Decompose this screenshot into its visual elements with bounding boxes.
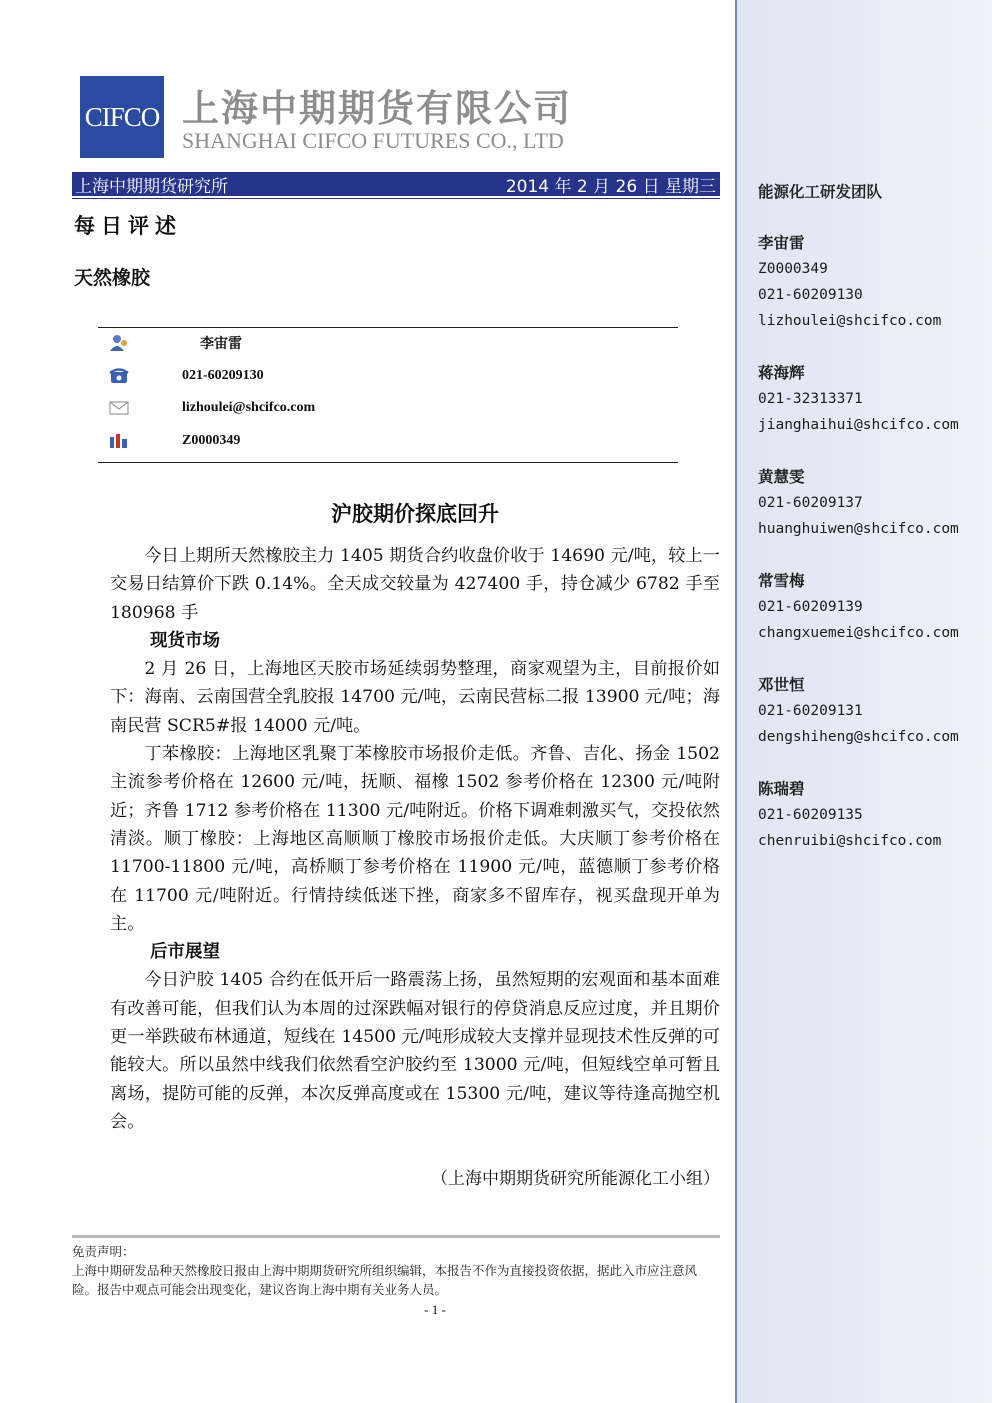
analyst-phone: 021-60209130 [758,287,863,303]
analyst-name: 李宙雷 [758,234,805,252]
author-phone: 021-60209130 [182,368,264,383]
analyst-email[interactable]: dengshiheng@shcifco.com [758,729,959,745]
author-contact-card [98,327,678,463]
analyst-card [758,230,941,334]
analyst-card [758,464,959,542]
report-date: 2014 年 2 月 26 日 星期三 [505,176,716,197]
footer-divider [72,1235,720,1238]
analyst-card [758,568,959,646]
mail-icon [108,399,130,417]
phone-icon [108,367,130,385]
contact-license-row [108,431,241,451]
analyst-email[interactable]: jianghaihui@shcifco.com [758,417,959,433]
company-logo [80,76,164,158]
paragraph-summary: 今日上期所天然橡胶主力 1405 期货合约收盘价收于 14690 元/吨，较上一交易日结算价下跌 0.14%。全天成交较量为 427400 手，持仓减少 6782 手至 180968 手 [110,546,720,623]
id-card-icon [108,432,130,450]
disclaimer [72,1242,720,1299]
analyst-email[interactable]: changxuemei@shcifco.com [758,625,959,641]
institute-name: 上海中期期货研究所 [75,176,228,197]
heading-spot-market: 现货市场 [150,630,220,651]
analyst-phone: 021-60209137 [758,495,863,511]
commodity-title: 天然橡胶 [74,267,151,289]
disclaimer-title: 免责声明： [72,1244,135,1259]
contact-name-row [108,333,242,353]
person-icon [108,334,130,352]
analyst-phone: 021-32313371 [758,391,863,407]
disclaimer-text: 上海中期研发品种天然橡胶日报由上海中期期货研究所组织编辑，本报告不作为直接投资依据，据此入市应注意风险。报告中观点可能会出现变化，建议咨询上海中期有关业务人员。 [72,1263,698,1297]
analyst-name: 常雪梅 [758,572,805,590]
header-banner [72,172,720,196]
heading-outlook: 后市展望 [150,942,220,963]
contact-email-row [108,398,316,418]
page-number: - 1 - [424,1302,446,1317]
article-headline: 沪胶期价探底回升 [331,502,499,526]
author-email[interactable]: lizhoulei@shcifco.com [182,400,316,415]
analyst-name: 陈瑞碧 [758,780,805,798]
paragraph-spot-synthetic-rubber: 丁苯橡胶：上海地区乳聚丁苯橡胶市场报价走低。齐鲁、吉化、扬金 1502 主流参考价格在 12600 元/吨，抚顺、福橡 1502 参考价格在 12300 元/吨附近；齐鲁 1712 参考价格在 11300 元/吨附近。价格下调难刺激买气，交投依然清淡。顺丁橡胶：上海地区高顺顺丁橡胶市场报价走低。大庆顺丁参考价格在 11700-11800 元/吨，高桥顺丁参考价格在 11900 元/吨，蓝德顺丁参考价格在 11700 元/吨附近。行情持续低迷下挫，商家多不留库存，视买盘现开单为主。 [110,744,720,934]
analyst-phone: 021-60209131 [758,703,863,719]
analyst-card [758,776,941,854]
analyst-email[interactable]: huanghuiwen@shcifco.com [758,521,959,537]
article-body [110,542,720,1136]
paragraph-spot-natural-rubber: 2 月 26 日，上海地区天胶市场延续弱势整理，商家观望为主，目前报价如下：海南、云南国营全乳胶报 14700 元/吨，云南民营标二报 13900 元/吨；海南民营 SCR5#报 14000 元/吨。 [110,659,720,736]
author-license: Z0000349 [182,433,241,448]
analyst-name: 邓世恒 [758,676,805,694]
analyst-name: 蒋海辉 [758,364,805,382]
author-name: 李宙雷 [200,337,242,352]
article-signature: （上海中期期货研究所能源化工小组） [431,1169,720,1189]
analyst-card [758,360,959,438]
paragraph-outlook: 今日沪胶 1405 合约在低开后一路震荡上扬，虽然短期的宏观面和基本面难有改善可能，但我们认为本周的过深跌幅对银行的停贷消息反应过度，并且期价更一举跌破布林通道，短线在 14500 元/吨形成较大支撑并显现技术性反弹的可能较大。所以虽然中线我们依然看空沪胶约至 13000 元/吨，但短线空单可暂且离场，提防可能的反弹，本次反弹高度或在 15300 元/吨，建议等待逢高抛空机会。 [110,970,720,1132]
analyst-phone: 021-60209135 [758,807,863,823]
analyst-id: Z0000349 [758,261,828,277]
analyst-email[interactable]: chenruibi@shcifco.com [758,833,942,849]
team-title: 能源化工研发团队 [758,183,883,201]
analyst-email[interactable]: lizhoulei@shcifco.com [758,313,942,329]
analyst-phone: 021-60209139 [758,599,863,615]
analyst-card [758,672,959,750]
company-name-cn: 上海中期期货有限公司 [182,87,572,130]
logo-text: CIFCO [84,101,160,132]
company-name-en: SHANGHAI CIFCO FUTURES CO., LTD [182,128,564,153]
contact-phone-row [108,366,264,386]
section-title: 每日评述 [74,214,182,238]
analyst-name: 黄慧雯 [758,468,805,486]
